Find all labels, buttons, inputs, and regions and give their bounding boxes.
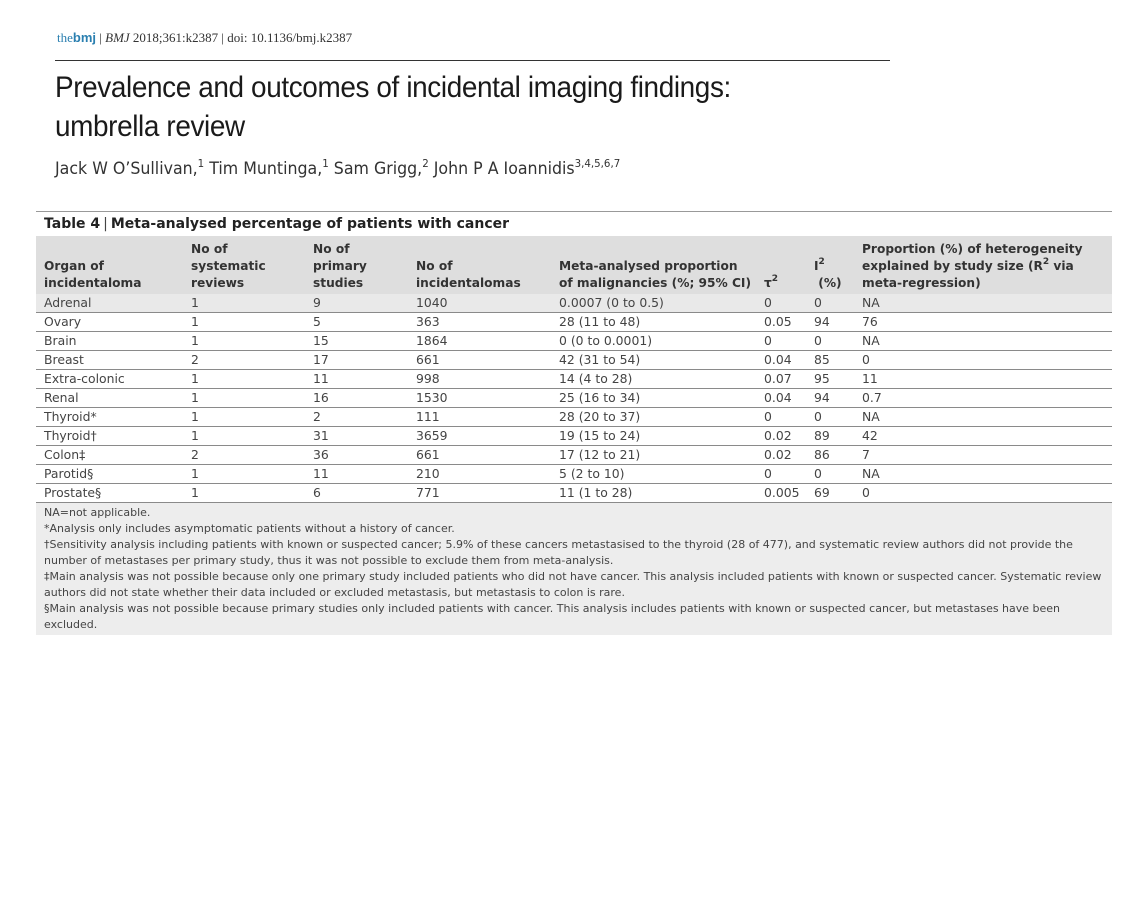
cell-incidentalomas: 363 xyxy=(408,313,551,332)
cell-studies: 15 xyxy=(305,332,408,351)
header-tau-squared: $\tau^2$ xyxy=(756,236,806,294)
cell-i-squared: 0 xyxy=(806,294,854,313)
table-row xyxy=(36,332,1112,351)
cell-incidentalomas: 661 xyxy=(408,351,551,370)
cell-i-squared: 86 xyxy=(806,446,854,465)
cell-organ: Brain xyxy=(36,332,183,351)
author-affiliation: 1 xyxy=(322,157,329,170)
header-heterogeneity: Proportion (%) of heterogeneity explained by study size ($R^2$ via meta-regression) xyxy=(854,236,1112,294)
cell-reviews: 1 xyxy=(183,332,305,351)
doi: doi: 10.1136/bmj.k2387 xyxy=(227,30,353,45)
results-table xyxy=(36,236,1112,503)
cell-studies: 16 xyxy=(305,389,408,408)
cell-proportion: 5 (2 to 10) xyxy=(551,465,756,484)
header-incidentalomas: No of incidentalomas xyxy=(408,236,551,294)
cell-incidentalomas: 771 xyxy=(408,484,551,503)
cell-tau-squared: 0.02 xyxy=(756,427,806,446)
cell-reviews: 1 xyxy=(183,427,305,446)
table-row xyxy=(36,465,1112,484)
cell-i-squared: 94 xyxy=(806,389,854,408)
table-row xyxy=(36,427,1112,446)
cell-i-squared: 95 xyxy=(806,370,854,389)
cell-tau-squared: 0 xyxy=(756,332,806,351)
cell-heterogeneity: 0.7 xyxy=(854,389,1112,408)
running-head-separator: | xyxy=(99,30,102,45)
cell-studies: 17 xyxy=(305,351,408,370)
header-studies: No of primary studies xyxy=(305,236,408,294)
cell-incidentalomas: 1864 xyxy=(408,332,551,351)
cell-reviews: 1 xyxy=(183,294,305,313)
cell-studies: 36 xyxy=(305,446,408,465)
cell-heterogeneity: 42 xyxy=(854,427,1112,446)
cell-heterogeneity: NA xyxy=(854,465,1112,484)
cell-tau-squared: 0 xyxy=(756,294,806,313)
cell-studies: 2 xyxy=(305,408,408,427)
cell-studies: 9 xyxy=(305,294,408,313)
cell-tau-squared: 0.04 xyxy=(756,351,806,370)
table-row xyxy=(36,389,1112,408)
cell-organ: Colon‡ xyxy=(36,446,183,465)
journal-logo-the: the xyxy=(57,30,73,45)
cell-organ: Adrenal xyxy=(36,294,183,313)
cell-proportion: 11 (1 to 28) xyxy=(551,484,756,503)
cell-i-squared: 89 xyxy=(806,427,854,446)
cell-heterogeneity: NA xyxy=(854,332,1112,351)
cell-heterogeneity: NA xyxy=(854,294,1112,313)
cell-incidentalomas: 1040 xyxy=(408,294,551,313)
cell-tau-squared: 0.05 xyxy=(756,313,806,332)
cell-proportion: 0.0007 (0 to 0.5) xyxy=(551,294,756,313)
cell-tau-squared: 0.005 xyxy=(756,484,806,503)
table-footnote: ‡Main analysis was not possible because only one primary study included patients who did not have cancer. This analysis included patients with known or suspected cancer. Systematic review authors did not state whether their data included or excluded metastasis, but metastasis to colon is rare. xyxy=(44,570,1102,599)
cell-i-squared: 69 xyxy=(806,484,854,503)
cell-proportion: 17 (12 to 21) xyxy=(551,446,756,465)
table-caption xyxy=(36,212,1112,236)
cell-heterogeneity: 0 xyxy=(854,484,1112,503)
cell-organ: Extra-colonic xyxy=(36,370,183,389)
cell-organ: Prostate§ xyxy=(36,484,183,503)
cell-incidentalomas: 111 xyxy=(408,408,551,427)
table-row xyxy=(36,313,1112,332)
cell-incidentalomas: 998 xyxy=(408,370,551,389)
cell-studies: 5 xyxy=(305,313,408,332)
cell-incidentalomas: 1530 xyxy=(408,389,551,408)
author-name: John P A Ioannidis xyxy=(433,159,575,179)
cell-heterogeneity: 0 xyxy=(854,351,1112,370)
cell-reviews: 1 xyxy=(183,465,305,484)
cell-reviews: 1 xyxy=(183,313,305,332)
table-row xyxy=(36,370,1112,389)
table-caption-separator: | xyxy=(103,216,108,232)
cell-reviews: 2 xyxy=(183,351,305,370)
cell-proportion: 19 (15 to 24) xyxy=(551,427,756,446)
author-name: Jack W O’Sullivan, xyxy=(55,159,198,179)
cell-i-squared: 94 xyxy=(806,313,854,332)
table-row xyxy=(36,484,1112,503)
cell-studies: 31 xyxy=(305,427,408,446)
author-affiliation: 3,4,5,6,7 xyxy=(574,157,621,170)
cell-reviews: 1 xyxy=(183,389,305,408)
table-footnote: †Sensitivity analysis including patients with known or suspected cancer; 5.9% of these cancers metastasised to the thyroid (28 of 477), and systematic review authors did not provide the number of metastases per primary study, thus it was not possible to exclude them from meta-analysis. xyxy=(44,538,1073,567)
cell-tau-squared: 0 xyxy=(756,465,806,484)
cell-proportion: 14 (4 to 28) xyxy=(551,370,756,389)
header-proportion: Meta-analysed proportion of malignancies (%; 95% CI) xyxy=(551,236,756,294)
cell-organ: Renal xyxy=(36,389,183,408)
header-rule xyxy=(55,60,890,61)
running-head xyxy=(57,30,352,46)
table-footnote: NA=not applicable. xyxy=(44,506,151,519)
table-row xyxy=(36,408,1112,427)
cell-reviews: 1 xyxy=(183,370,305,389)
cell-organ: Thyroid* xyxy=(36,408,183,427)
table-footnotes xyxy=(36,503,1112,635)
cell-heterogeneity: NA xyxy=(854,408,1112,427)
cell-heterogeneity: 11 xyxy=(854,370,1112,389)
author-affiliation: 1 xyxy=(197,157,205,170)
table-header-row xyxy=(36,236,1112,294)
cell-studies: 11 xyxy=(305,465,408,484)
header-organ: Organ of incidentaloma xyxy=(36,236,183,294)
cell-proportion: 28 (11 to 48) xyxy=(551,313,756,332)
author-affiliation: 2 xyxy=(422,157,429,170)
cell-incidentalomas: 3659 xyxy=(408,427,551,446)
author-list xyxy=(55,159,620,179)
cell-i-squared: 85 xyxy=(806,351,854,370)
running-head-separator-2: | xyxy=(221,30,225,45)
cell-proportion: 28 (20 to 37) xyxy=(551,408,756,427)
header-i-squared: $I^2$ (%) xyxy=(806,236,854,294)
cell-organ: Thyroid† xyxy=(36,427,183,446)
table-caption-text: Meta-analysed percentage of patients with cancer xyxy=(110,216,510,232)
cell-incidentalomas: 210 xyxy=(408,465,551,484)
cell-i-squared: 0 xyxy=(806,408,854,427)
cell-tau-squared: 0.07 xyxy=(756,370,806,389)
table-4-panel xyxy=(36,211,1112,635)
table-row xyxy=(36,446,1112,465)
cell-organ: Parotid§ xyxy=(36,465,183,484)
cell-proportion: 25 (16 to 34) xyxy=(551,389,756,408)
cell-proportion: 42 (31 to 54) xyxy=(551,351,756,370)
cell-reviews: 1 xyxy=(183,484,305,503)
cell-i-squared: 0 xyxy=(806,465,854,484)
cell-organ: Ovary xyxy=(36,313,183,332)
author-name: Sam Grigg, xyxy=(333,159,423,179)
table-row xyxy=(36,294,1112,313)
title-line-2: umbrella review xyxy=(55,110,245,143)
journal-name: BMJ xyxy=(105,30,130,45)
author-name: Tim Muntinga, xyxy=(209,159,323,179)
table-footnote: §Main analysis was not possible because primary studies only included patients with cancer. This analysis includes patients with known or suspected cancer, but metastases have been excluded. xyxy=(44,602,1061,631)
cell-organ: Breast xyxy=(36,351,183,370)
article-title xyxy=(55,68,762,146)
cell-heterogeneity: 76 xyxy=(854,313,1112,332)
table-label: Table 4 xyxy=(44,216,101,232)
cell-i-squared: 0 xyxy=(806,332,854,351)
table-footnote: *Analysis only includes asymptomatic patients without a history of cancer. xyxy=(44,522,455,535)
cell-tau-squared: 0.02 xyxy=(756,446,806,465)
table-body xyxy=(36,294,1112,503)
cell-tau-squared: 0.04 xyxy=(756,389,806,408)
cell-reviews: 1 xyxy=(183,408,305,427)
journal-logo-bmj: bmj xyxy=(72,30,97,45)
cell-incidentalomas: 661 xyxy=(408,446,551,465)
table-row xyxy=(36,351,1112,370)
title-line-1: Prevalence and outcomes of incidental imaging findings: xyxy=(55,71,731,104)
cell-tau-squared: 0 xyxy=(756,408,806,427)
cell-reviews: 2 xyxy=(183,446,305,465)
cell-studies: 11 xyxy=(305,370,408,389)
header-reviews: No of systematic reviews xyxy=(183,236,305,294)
cell-proportion: 0 (0 to 0.0001) xyxy=(551,332,756,351)
citation: 2018;361:k2387 xyxy=(132,30,219,45)
cell-heterogeneity: 7 xyxy=(854,446,1112,465)
cell-studies: 6 xyxy=(305,484,408,503)
